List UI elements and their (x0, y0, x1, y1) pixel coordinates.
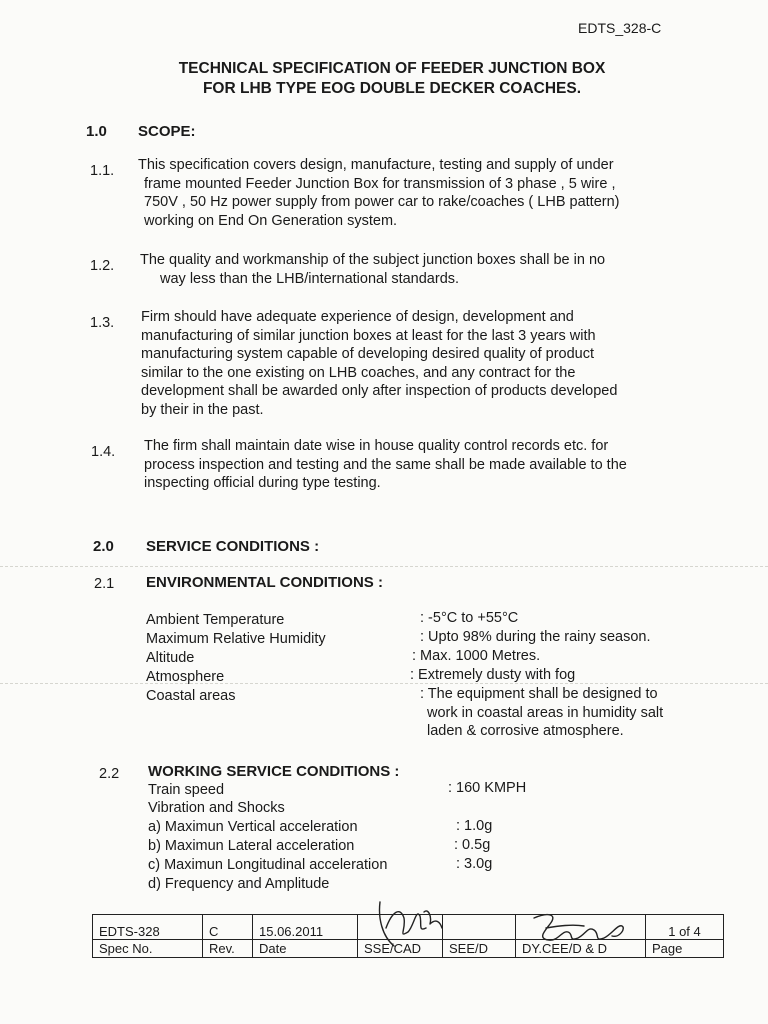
condition-label: b) Maximun Lateral acceleration (148, 838, 355, 854)
clause-text (141, 308, 617, 419)
title-line-1: TECHNICAL SPECIFICATION OF FEEDER JUNCTION BOX (178, 60, 606, 77)
rev-label: Rev. (203, 940, 253, 958)
scan-artifact-line (0, 566, 768, 567)
text-line: process inspection and testing and the same shall be made available to the (144, 456, 627, 473)
condition-label: c) Maximun Longitudinal acceleration (148, 857, 388, 873)
clause-number: 1.1. (90, 163, 115, 179)
clause-number: 1.3. (90, 315, 115, 331)
condition-label: d) Frequency and Amplitude (148, 876, 330, 892)
text-line: work in coastal areas in humidity salt (427, 704, 664, 721)
text-line: manufacturing of similar junction boxes at least for the last 3 years with (141, 327, 596, 344)
dy-cee-label: DY.CEE/D & D (516, 940, 646, 958)
text-line: Firm should have adequate experience of design, development and (141, 309, 574, 325)
condition-value: : 0.5g (454, 837, 491, 853)
section-number-scope: 1.0 (86, 123, 107, 140)
section-number-working: 2.2 (99, 766, 120, 782)
condition-label: Altitude (146, 650, 195, 666)
text-line: by their in the past. (141, 401, 264, 418)
signature-sse-cad (370, 888, 450, 954)
section-heading-service: SERVICE CONDITIONS : (146, 538, 320, 555)
spec-no-value: EDTS-328 (93, 915, 203, 940)
section-heading-working: WORKING SERVICE CONDITIONS : (148, 763, 400, 780)
page-label: Page (646, 940, 724, 958)
section-number-environmental: 2.1 (94, 576, 115, 592)
section-heading-environmental: ENVIRONMENTAL CONDITIONS : (146, 574, 383, 591)
text-line: 750V , 50 Hz power supply from power car to rake/coaches ( LHB pattern) (144, 194, 620, 210)
date-label: Date (253, 940, 358, 958)
title-line-2: FOR LHB TYPE EOG DOUBLE DECKER COACHES. (202, 80, 582, 97)
text-line: The quality and workmanship of the subject junction boxes shall be in no (140, 252, 606, 268)
condition-value: : 1.0g (456, 818, 493, 834)
clause-text (138, 156, 620, 230)
text-line: way less than the LHB/international standards. (160, 270, 460, 287)
spec-no-label: Spec No. (93, 940, 203, 958)
condition-value: : 160 KMPH (448, 780, 527, 796)
date-value: 15.06.2011 (253, 915, 358, 940)
text-line: laden & corrosive atmosphere. (427, 723, 624, 739)
text-line: inspecting official during type testing. (144, 475, 381, 491)
doc-id: EDTS_328-C (578, 20, 662, 36)
condition-label: Coastal areas (146, 688, 236, 704)
see-d-label: SEE/D (443, 940, 516, 958)
text-line: : The equipment shall be designed to (420, 686, 658, 702)
clause-number: 1.2. (90, 258, 115, 274)
rev-value: C (203, 915, 253, 940)
condition-value: : -5°C to +55°C (420, 610, 519, 626)
condition-value: : Max. 1000 Metres. (412, 648, 541, 664)
text-line: The firm shall maintain date wise in house quality control records etc. for (144, 438, 609, 454)
section-heading-scope: SCOPE: (138, 123, 196, 140)
text-line: manufacturing system capable of developing desired quality of product (141, 346, 594, 362)
text-line: frame mounted Feeder Junction Box for transmission of 3 phase , 5 wire , (144, 175, 616, 192)
signature-dy-cee (528, 908, 628, 948)
condition-label: a) Maximun Vertical acceleration (148, 819, 358, 835)
text-line: similar to the one existing on LHB coaches, and any contract for the (141, 364, 576, 381)
sse-cad-label: SSE/CAD (358, 940, 443, 958)
condition-label: Vibration and Shocks (148, 800, 285, 816)
condition-value (420, 685, 663, 741)
condition-value: : Upto 98% during the rainy season. (420, 629, 651, 645)
see-d-signature-cell (443, 915, 516, 940)
clause-text (140, 251, 605, 288)
text-line: development shall be awarded only after inspection of products developed (141, 383, 618, 399)
clause-text (144, 437, 627, 493)
clause-number: 1.4. (91, 444, 116, 460)
condition-value: : 3.0g (456, 856, 493, 872)
condition-label: Maximum Relative Humidity (146, 631, 326, 647)
condition-label: Train speed (148, 782, 225, 798)
page-value: 1 of 4 (646, 915, 724, 940)
text-line: This specification covers design, manufacture, testing and supply of under (138, 157, 614, 173)
text-line: working on End On Generation system. (144, 212, 398, 229)
condition-label: Atmosphere (146, 669, 225, 685)
condition-label: Ambient Temperature (146, 612, 285, 628)
condition-value: : Extremely dusty with fog (410, 667, 576, 683)
scan-artifact-line (0, 683, 768, 684)
section-number-service: 2.0 (93, 538, 114, 555)
